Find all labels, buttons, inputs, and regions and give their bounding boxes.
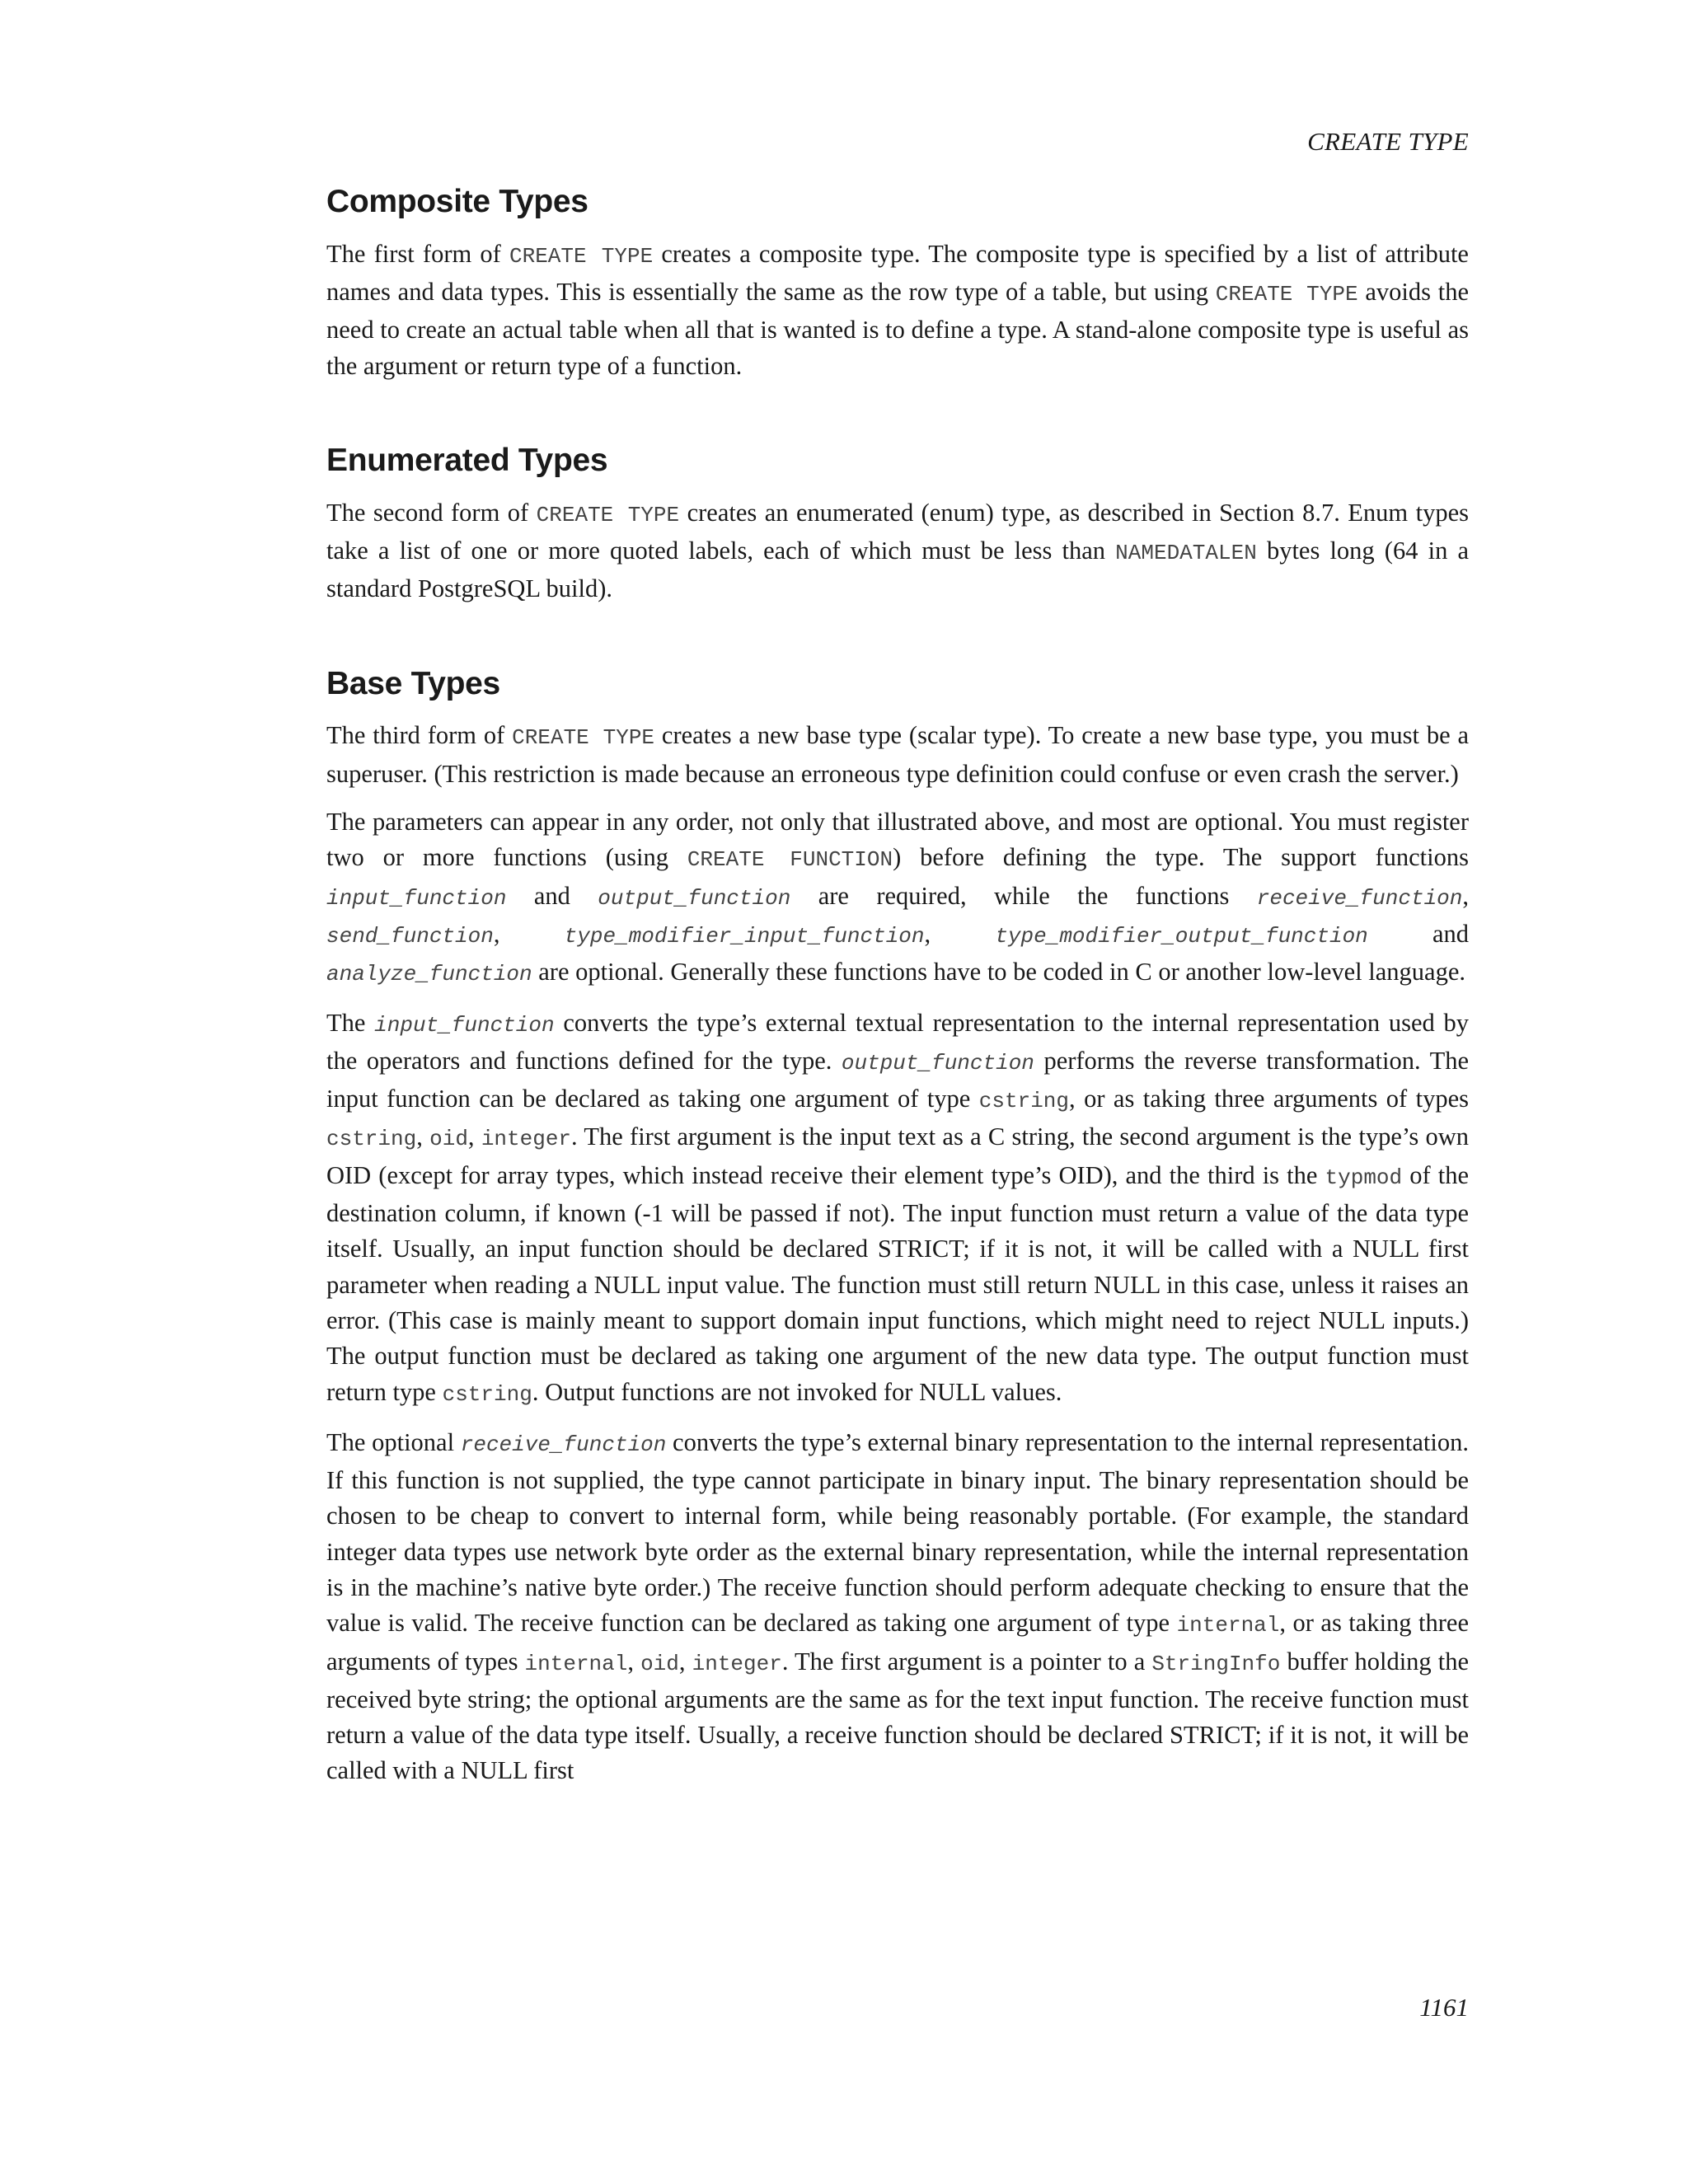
text: The optional: [326, 1427, 461, 1456]
code-literal: StringInfo: [1151, 1651, 1281, 1676]
code-literal: integer: [692, 1651, 782, 1676]
text: , or as taking three arguments of types: [326, 1609, 1469, 1675]
code-literal: NAMEDATALEN: [1115, 541, 1257, 566]
code-literal: oid: [429, 1127, 468, 1152]
code-literal: typmod: [1325, 1165, 1403, 1190]
paragraph: [326, 237, 1469, 384]
text: of the destination column, if known (-1 will be passed if not). The input function must return a value of the data type itself. Usually, an input function should be declared STRICT; if it is not, it will be called with a NULL first parameter when reading a NULL input value. The function must still return NULL in this case, unless it raises an error. (This case is mainly meant to support domain input functions, which might need to reject NULL inputs.) The output function must be declared as taking one argument of the new data type. The output function must return type: [326, 1160, 1469, 1406]
text: ,: [924, 919, 996, 948]
page-content: [326, 183, 1469, 1802]
paragraph: [326, 1425, 1469, 1789]
text: ,: [627, 1647, 641, 1675]
text: . The first argument is a pointer to a: [781, 1647, 1152, 1675]
text: , or as taking three arguments of types: [1069, 1085, 1469, 1113]
section-heading: Base Types: [326, 665, 500, 701]
text: converts the type’s external textual representation to the internal representation used by the operators and functions defined for the type.: [326, 1008, 1469, 1075]
code-literal: CREATE FUNCTION: [687, 847, 893, 873]
parameter-name: output_function: [841, 1050, 1034, 1076]
text: The second form of: [326, 498, 537, 527]
text: avoids the need to create an actual table when all that is wanted is to define a type. A stand-alone composite type is useful as the argument or return type of a function.: [326, 278, 1469, 380]
code-literal: integer: [481, 1127, 572, 1152]
paragraph: [326, 495, 1469, 607]
text: buffer holding the received byte string; the optional arguments are the same as for the text input function. The receive function must return a value of the data type itself. Usually, a receive function should be declared STRICT; if it is not, it will be called with a NULL first: [326, 1647, 1470, 1785]
text: converts the type’s external binary representation to the internal representation. If this function is not supplied, the type cannot participate in binary input. The binary representation should be chosen to be cheap to convert to internal form, while being reasonably portable. (For example, the standard integer data types use network byte order as the external binary representation, while the internal representation is in the machine’s native byte order.) The receive function should perform adequate checking to ensure that the value is valid. The receive function can be declared as taking one argument of type: [326, 1427, 1469, 1638]
paragraph: [326, 1005, 1469, 1413]
text: . Output functions are not invoked for NULL values.: [532, 1377, 1062, 1406]
parameter-name: receive_function: [1256, 885, 1463, 911]
running-header: CREATE TYPE: [1307, 127, 1469, 156]
code-literal: cstring: [978, 1089, 1069, 1114]
parameter-name: output_function: [598, 885, 791, 911]
text: and: [1367, 919, 1470, 948]
code-literal: CREATE TYPE: [509, 243, 654, 269]
text: ,: [493, 919, 565, 948]
code-literal: CREATE TYPE: [536, 502, 680, 527]
text: and: [506, 881, 598, 910]
paragraph: [326, 718, 1469, 792]
paragraph: [326, 804, 1469, 992]
text: creates a new base type (scalar type). To create a new base type, you must be a superuser. (This restriction is made because an erroneous type definition could confuse or even crash the server.): [326, 721, 1470, 788]
code-literal: cstring: [442, 1381, 532, 1407]
code-literal: internal: [524, 1651, 628, 1676]
text: ,: [467, 1122, 481, 1151]
text: performs the reverse transformation. The input function can be declared as taking one argument of type: [326, 1046, 1469, 1113]
text: ,: [416, 1122, 430, 1151]
text: are optional. Generally these functions have to be coded in C or another low-level language.: [532, 958, 1465, 987]
code-literal: cstring: [326, 1127, 417, 1152]
text: The first form of: [326, 239, 509, 268]
text: bytes long (64 in a standard PostgreSQL build).: [326, 537, 1469, 603]
text: . The first argument is the input text as a C string, the second argument is the type’s own OID (except for array types, which instead receive their element type’s OID), and the third is the: [326, 1122, 1469, 1189]
text: ) before defining the type. The support functions: [893, 843, 1469, 872]
parameter-name: input_function: [374, 1012, 555, 1038]
text: The third form of: [326, 721, 513, 750]
text: creates an enumerated (enum) type, as described in Section 8.7. Enum types take a list of one or more quoted labels, each of which must be less than: [326, 498, 1469, 565]
parameter-name: type_modifier_input_function: [564, 923, 925, 949]
code-literal: internal: [1176, 1613, 1280, 1638]
text: creates a composite type. The composite type is specified by a list of attribute names and data types. This is essentially the same as the row type of a table, but using: [326, 239, 1469, 307]
section-base-types: [326, 665, 1469, 1789]
text: The parameters can appear in any order, not only that illustrated above, and most are optional. You must register two or more functions (using: [326, 808, 1469, 872]
parameter-name: analyze_function: [326, 962, 532, 987]
code-literal: CREATE TYPE: [512, 725, 655, 751]
page-number: 1161: [1419, 1993, 1469, 2022]
parameter-name: send_function: [326, 923, 494, 949]
section-enumerated-types: [326, 442, 1469, 607]
parameter-name: type_modifier_output_function: [995, 923, 1368, 949]
section-heading: Enumerated Types: [326, 442, 608, 478]
parameter-name: receive_function: [460, 1432, 667, 1457]
text: ,: [1462, 881, 1469, 910]
section-composite-types: [326, 183, 1469, 384]
parameter-name: input_function: [326, 885, 507, 911]
text: ,: [678, 1647, 692, 1675]
code-literal: CREATE TYPE: [1215, 282, 1358, 307]
code-literal: oid: [640, 1651, 679, 1676]
text: are required, while the functions: [790, 881, 1257, 910]
section-heading: Composite Types: [326, 184, 588, 219]
text: The: [326, 1008, 375, 1037]
